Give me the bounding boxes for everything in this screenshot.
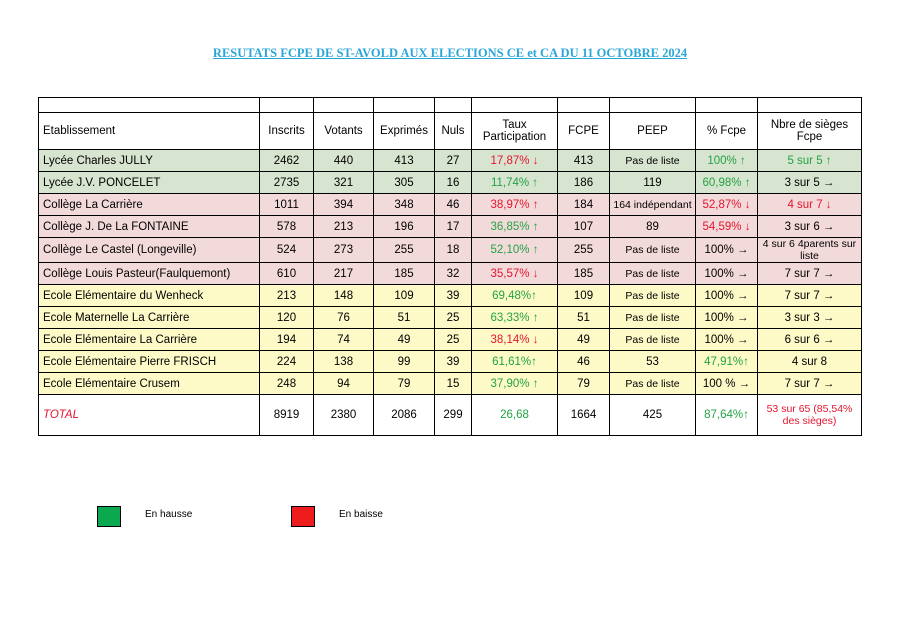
- sieges-cell: 4 sur 7 ↓: [758, 194, 862, 216]
- table-row: [39, 307, 862, 329]
- exprimes-cell: 79: [374, 373, 435, 395]
- sieges-cell: 3 sur 3 →: [758, 307, 862, 329]
- pct-cell: 54,59% ↓: [696, 216, 758, 238]
- fcpe-cell: 51: [558, 307, 610, 329]
- inscrits-cell: 120: [260, 307, 314, 329]
- inscrits-cell: 2462: [260, 150, 314, 172]
- col-header-pct-fcpe: % Fcpe: [696, 113, 758, 150]
- peep-cell: 425: [610, 395, 696, 436]
- exprimes-cell: 2086: [374, 395, 435, 436]
- fcpe-cell: 413: [558, 150, 610, 172]
- inscrits-cell: 578: [260, 216, 314, 238]
- pct-cell: 100% ↑: [696, 150, 758, 172]
- taux-cell: 52,10% ↑: [472, 238, 558, 263]
- nuls-cell: 39: [435, 285, 472, 307]
- pct-cell: 100% →: [696, 329, 758, 351]
- nuls-cell: 18: [435, 238, 472, 263]
- taux-cell: 69,48%↑: [472, 285, 558, 307]
- pct-cell: 60,98% ↑: [696, 172, 758, 194]
- pct-cell: 52,87% ↓: [696, 194, 758, 216]
- taux-cell: 61,61%↑: [472, 351, 558, 373]
- exprimes-cell: 109: [374, 285, 435, 307]
- peep-cell: 53: [610, 351, 696, 373]
- nuls-cell: 17: [435, 216, 472, 238]
- taux-cell: 11,74% ↑: [472, 172, 558, 194]
- sieges-cell: 4 sur 6 4parents sur liste: [758, 238, 862, 263]
- legend-label-baisse: En baisse: [339, 509, 383, 520]
- col-header-inscrits: Inscrits: [260, 113, 314, 150]
- sieges-cell: 3 sur 5 →: [758, 172, 862, 194]
- peep-cell: Pas de liste: [610, 307, 696, 329]
- sieges-cell: 6 sur 6 →: [758, 329, 862, 351]
- col-header-nuls: Nuls: [435, 113, 472, 150]
- etablissement-cell: TOTAL: [39, 395, 260, 436]
- etablissement-cell: Collège Le Castel (Longeville): [39, 238, 260, 263]
- votants-cell: 273: [314, 238, 374, 263]
- table-row: [39, 194, 862, 216]
- green-swatch: [97, 506, 121, 527]
- pct-cell: 100% →: [696, 307, 758, 329]
- taux-cell: 63,33% ↑: [472, 307, 558, 329]
- votants-cell: 321: [314, 172, 374, 194]
- fcpe-cell: 186: [558, 172, 610, 194]
- table-row: [39, 263, 862, 285]
- nuls-cell: 39: [435, 351, 472, 373]
- votants-cell: 148: [314, 285, 374, 307]
- inscrits-cell: 224: [260, 351, 314, 373]
- fcpe-cell: 46: [558, 351, 610, 373]
- inscrits-cell: 194: [260, 329, 314, 351]
- table-row: [39, 172, 862, 194]
- table-row: [39, 373, 862, 395]
- votants-cell: 394: [314, 194, 374, 216]
- etablissement-cell: Ecole Elémentaire Crusem: [39, 373, 260, 395]
- inscrits-cell: 2735: [260, 172, 314, 194]
- col-header-sieges: Nbre de sièges Fcpe: [758, 113, 862, 150]
- table-row: [39, 351, 862, 373]
- votants-cell: 94: [314, 373, 374, 395]
- legend-label-hausse: En hausse: [145, 509, 193, 520]
- sieges-cell: 3 sur 6 →: [758, 216, 862, 238]
- exprimes-cell: 49: [374, 329, 435, 351]
- col-header-fcpe: FCPE: [558, 113, 610, 150]
- inscrits-cell: 1011: [260, 194, 314, 216]
- fcpe-cell: 1664: [558, 395, 610, 436]
- taux-cell: 38,14% ↓: [472, 329, 558, 351]
- table-row: [39, 238, 862, 263]
- inscrits-cell: 8919: [260, 395, 314, 436]
- votants-cell: 440: [314, 150, 374, 172]
- peep-cell: Pas de liste: [610, 150, 696, 172]
- peep-cell: 164 indépendant: [610, 194, 696, 216]
- peep-cell: 89: [610, 216, 696, 238]
- nuls-cell: 15: [435, 373, 472, 395]
- inscrits-cell: 610: [260, 263, 314, 285]
- taux-cell: 38,97% ↑: [472, 194, 558, 216]
- peep-cell: Pas de liste: [610, 285, 696, 307]
- table-row: [39, 216, 862, 238]
- etablissement-cell: Collège La Carrière: [39, 194, 260, 216]
- sieges-cell: 7 sur 7 →: [758, 373, 862, 395]
- exprimes-cell: 255: [374, 238, 435, 263]
- nuls-cell: 16: [435, 172, 472, 194]
- votants-cell: 213: [314, 216, 374, 238]
- nuls-cell: 32: [435, 263, 472, 285]
- exprimes-cell: 305: [374, 172, 435, 194]
- fcpe-cell: 185: [558, 263, 610, 285]
- peep-cell: Pas de liste: [610, 329, 696, 351]
- nuls-cell: 25: [435, 307, 472, 329]
- fcpe-cell: 184: [558, 194, 610, 216]
- peep-cell: Pas de liste: [610, 373, 696, 395]
- nuls-cell: 25: [435, 329, 472, 351]
- pct-cell: 100% →: [696, 263, 758, 285]
- etablissement-cell: Ecole Elémentaire Pierre FRISCH: [39, 351, 260, 373]
- col-header-etablissement: Etablissement: [39, 113, 260, 150]
- col-header-votants: Votants: [314, 113, 374, 150]
- exprimes-cell: 196: [374, 216, 435, 238]
- votants-cell: 217: [314, 263, 374, 285]
- total-row: [39, 395, 862, 436]
- etablissement-cell: Ecole Maternelle La Carrière: [39, 307, 260, 329]
- peep-cell: 119: [610, 172, 696, 194]
- sieges-cell: 5 sur 5 ↑: [758, 150, 862, 172]
- exprimes-cell: 348: [374, 194, 435, 216]
- red-swatch: [291, 506, 315, 527]
- nuls-cell: 27: [435, 150, 472, 172]
- pct-cell: 100 % →: [696, 373, 758, 395]
- votants-cell: 2380: [314, 395, 374, 436]
- votants-cell: 76: [314, 307, 374, 329]
- pct-cell: 87,64%↑: [696, 395, 758, 436]
- peep-cell: Pas de liste: [610, 263, 696, 285]
- sieges-cell: 7 sur 7 →: [758, 285, 862, 307]
- table-row: [39, 285, 862, 307]
- blank-row: [39, 98, 862, 113]
- legend-item-hausse: [97, 506, 192, 527]
- taux-cell: 37,90% ↑: [472, 373, 558, 395]
- fcpe-cell: 107: [558, 216, 610, 238]
- fcpe-cell: 49: [558, 329, 610, 351]
- taux-cell: 26,68: [472, 395, 558, 436]
- inscrits-cell: 248: [260, 373, 314, 395]
- sieges-cell: 53 sur 65 (85,54% des sièges): [758, 395, 862, 436]
- sieges-cell: 7 sur 7 →: [758, 263, 862, 285]
- table-row: [39, 150, 862, 172]
- exprimes-cell: 99: [374, 351, 435, 373]
- etablissement-cell: Lycée Charles JULLY: [39, 150, 260, 172]
- sieges-cell: 4 sur 8: [758, 351, 862, 373]
- taux-cell: 35,57% ↓: [472, 263, 558, 285]
- legend-item-baisse: [291, 506, 383, 527]
- exprimes-cell: 185: [374, 263, 435, 285]
- results-table: [38, 97, 862, 436]
- page-title: RESUTATS FCPE DE ST-AVOLD AUX ELECTIONS CE et CA DU 11 OCTOBRE 2024: [212, 46, 688, 60]
- peep-cell: Pas de liste: [610, 238, 696, 263]
- etablissement-cell: Ecole Elémentaire La Carrière: [39, 329, 260, 351]
- col-header-exprimes: Exprimés: [374, 113, 435, 150]
- pct-cell: 100% →: [696, 285, 758, 307]
- nuls-cell: 299: [435, 395, 472, 436]
- taux-cell: 17,87% ↓: [472, 150, 558, 172]
- fcpe-cell: 79: [558, 373, 610, 395]
- etablissement-cell: Ecole Elémentaire du Wenheck: [39, 285, 260, 307]
- exprimes-cell: 413: [374, 150, 435, 172]
- pct-cell: 47,91%↑: [696, 351, 758, 373]
- pct-cell: 100% →: [696, 238, 758, 263]
- etablissement-cell: Collège Louis Pasteur(Faulquemont): [39, 263, 260, 285]
- etablissement-cell: Lycée J.V. PONCELET: [39, 172, 260, 194]
- etablissement-cell: Collège J. De La FONTAINE: [39, 216, 260, 238]
- fcpe-cell: 109: [558, 285, 610, 307]
- table-body: [39, 98, 862, 436]
- header-row: [39, 113, 862, 150]
- table-row: [39, 329, 862, 351]
- col-header-peep: PEEP: [610, 113, 696, 150]
- nuls-cell: 46: [435, 194, 472, 216]
- fcpe-cell: 255: [558, 238, 610, 263]
- inscrits-cell: 524: [260, 238, 314, 263]
- taux-cell: 36,85% ↑: [472, 216, 558, 238]
- votants-cell: 74: [314, 329, 374, 351]
- votants-cell: 138: [314, 351, 374, 373]
- col-header-taux: Taux Participation: [472, 113, 558, 150]
- exprimes-cell: 51: [374, 307, 435, 329]
- inscrits-cell: 213: [260, 285, 314, 307]
